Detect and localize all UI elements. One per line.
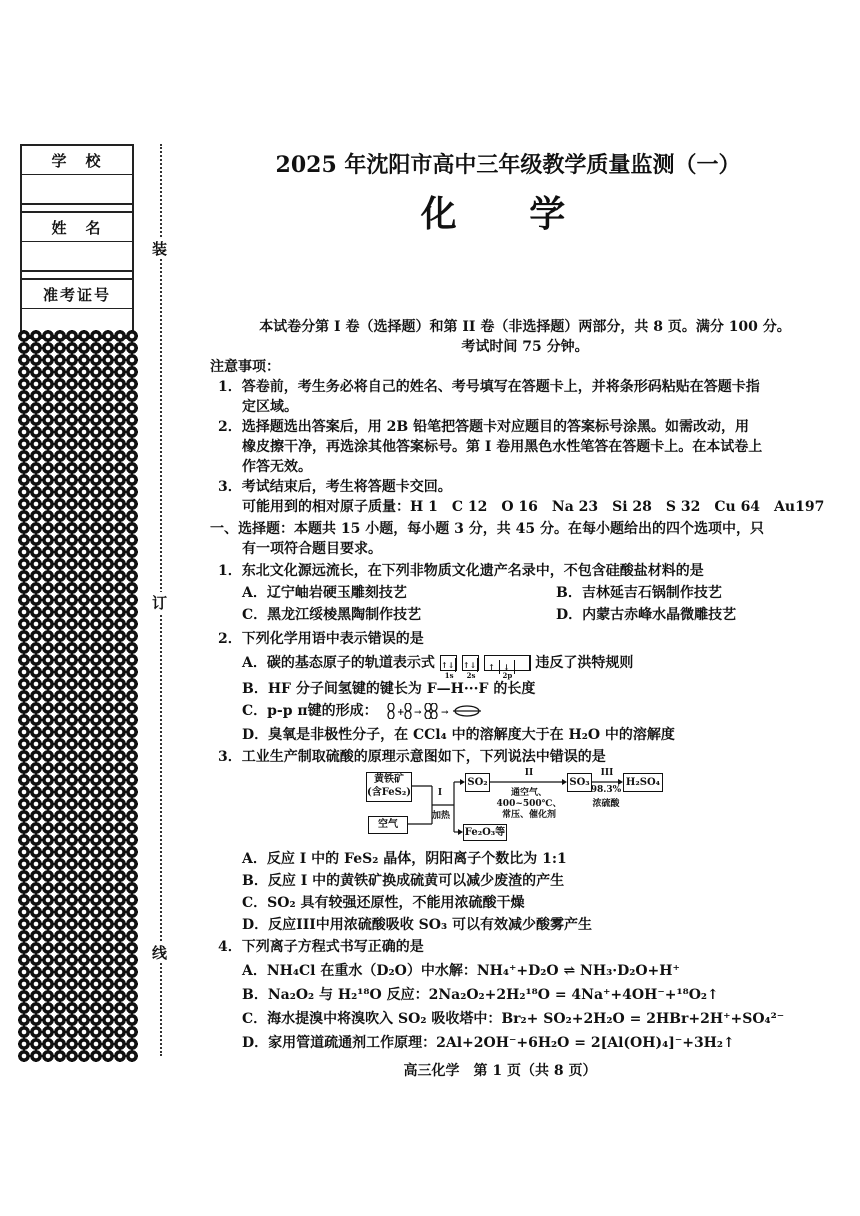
step-3-condition: 98.3% [590,785,622,795]
school-label: 学 校 [22,146,132,175]
section-heading-1: 一、选择题：本题共 15 小题，每小题 3 分，共 45 分。在每小题给出的四个选项中，只 [210,521,764,537]
exam-title: 2025 年沈阳市高中三年级教学质量监测（一） [275,152,741,178]
q3-stem: 3．工业生产制取硫酸的原理示意图如下，下列说法中错误的是 [218,749,606,765]
subject-title: 化 学 [420,193,596,235]
q2-option-a [242,652,634,680]
name-field[interactable] [22,242,132,272]
binding-char-ding: 订 [152,594,168,612]
notes-heading: 注意事项： [210,359,280,375]
school-field[interactable] [22,175,132,205]
q4-stem: 4．下列离子方程式书写正确的是 [218,939,424,955]
step-3-condition: 浓硫酸 [592,799,620,809]
q3-option-d: D．反应III中用浓硫酸吸收 SO₃ 可以有效减少酸雾产生 [242,917,592,933]
q2-option-a-text: A．碳的基态原子的轨道表示式 [242,655,435,671]
q1-stem: 1．东北文化源远流长，在下列非物质文化遗产名录中，不包含硅酸盐材料的是 [218,563,704,579]
q2-option-d: D．臭氧是非极性分子，在 CCl₄ 中的溶解度大于在 H₂O 中的溶解度 [242,727,675,743]
note-item: 1．答卷前，考生务必将自己的姓名、考号填写在答题卡上，并将条形码粘贴在答题卡指 [218,379,760,395]
intro-line-2: 考试时间 75 分钟。 [461,339,589,355]
q3-option-a: A．反应 I 中的 FeS₂ 晶体，阴阳离子个数比为 1:1 [242,851,567,867]
step-1-label: I [437,788,443,798]
q2-stem: 2．下列化学用语中表示错误的是 [218,631,424,647]
note-item: 2．选择题选出答案后，用 2B 铅笔把答题卡对应题目的答案标号涂黑。如需改动，用 [218,419,750,435]
so3-box: SO₃ [567,773,592,792]
q4-option-c: C．海水提溴中将溴吹入 SO₂ 吸收塔中：Br₂+ SO₂+2H₂O = 2HBr+2H⁺+SO₄²⁻ [242,1011,785,1027]
q2-option-a-suffix: 违反了洪特规则 [535,655,634,671]
note-item: 3．考试结束后，考生将答题卡交回。 [218,479,452,495]
q2-option-b: B．HF 分子间氢键的键长为 F—H···F 的长度 [242,681,536,697]
student-info-box [20,144,134,339]
atomic-mass-line: 可能用到的相对原子质量：H 1 C 12 O 16 Na 23 Si 28 S 32 Cu 64 Au197 [242,499,825,515]
exam-id-label: 准考证号 [22,280,132,309]
q3-option-b: B．反应 I 中的黄铁矿换成硫黄可以减少废渣的产生 [242,873,565,889]
air-box: 空气 [368,816,408,834]
svg-text:→: → [440,708,449,718]
q4-option-b: B．Na₂O₂ 与 H₂¹⁸O 反应：2Na₂O₂+2H₂¹⁸O = 4Na⁺+4OH⁻+¹⁸O₂↑ [242,987,719,1003]
binding-char-zhuang: 装 [152,240,168,258]
q4-option-a: A．NH₄Cl 在重水（D₂O）中水解：NH₄⁺+D₂O ⇌ NH₃·D₂O+H⁺ [242,963,680,979]
q2-option-c: C．p-p π键的形成： + → → [242,700,483,720]
pyrite-box: 黄铁矿 (含FeS₂) [366,772,412,802]
q3-option-c: C．SO₂ 具有较强还原性，不能用浓硫酸干燥 [242,895,525,911]
sulfuric-acid-flow-diagram [366,768,666,840]
step-2-condition: 400~500℃、 [496,799,562,809]
q1-option-b: B．吉林延吉石锅制作技艺 [556,585,722,601]
note-item: 定区域。 [242,399,298,415]
step-3-label: III [600,768,614,778]
orbital-1s: ↑↓ 1s [440,655,457,671]
q1-option-c: C．黑龙江绥棱黑陶制作技艺 [242,607,422,623]
note-item: 橡皮擦干净，再选涂其他答案标号。第 I 卷用黑色水性笔答在答题卡上。在本试卷上 [242,439,763,455]
orbital-2p: ↑ ↓ 2p [484,655,531,671]
step-2-label: II [524,768,534,778]
svg-text:→: → [413,708,422,718]
orbital-2s: ↑↓ 2s [462,655,479,671]
page-footer: 高三化学 第 1 页（共 8 页） [403,1063,597,1079]
decorative-border-pattern [18,330,138,1062]
intro-line-1: 本试卷分第 I 卷（选择题）和第 II 卷（非选择题）两部分，共 8 页。满分 100 分。 [259,319,791,335]
name-label: 姓 名 [22,213,132,242]
h2so4-box: H₂SO₄ [623,773,663,792]
step-2-condition: 常压、催化剂 [501,810,556,820]
so2-box: SO₂ [465,773,490,792]
q1-option-a: A．辽宁岫岩硬玉雕刻技艺 [242,585,407,601]
step-1-condition: 加热 [431,811,450,821]
pi-bond-diagram [383,703,483,719]
svg-text:+: + [396,708,405,718]
fe2o3-box: Fe₂O₃等 [463,824,507,841]
section-heading-2: 有一项符合题目要求。 [242,541,382,557]
binding-char-xian: 线 [152,944,168,962]
q4-option-d: D．家用管道疏通剂工作原理：2Al+2OH⁻+6H₂O = 2[Al(OH)₄]⁻+3H₂↑ [242,1035,735,1051]
step-2-condition: 通空气、 [510,788,547,798]
q1-option-d: D．内蒙古赤峰水晶微雕技艺 [556,607,737,623]
note-item: 作答无效。 [242,459,312,475]
